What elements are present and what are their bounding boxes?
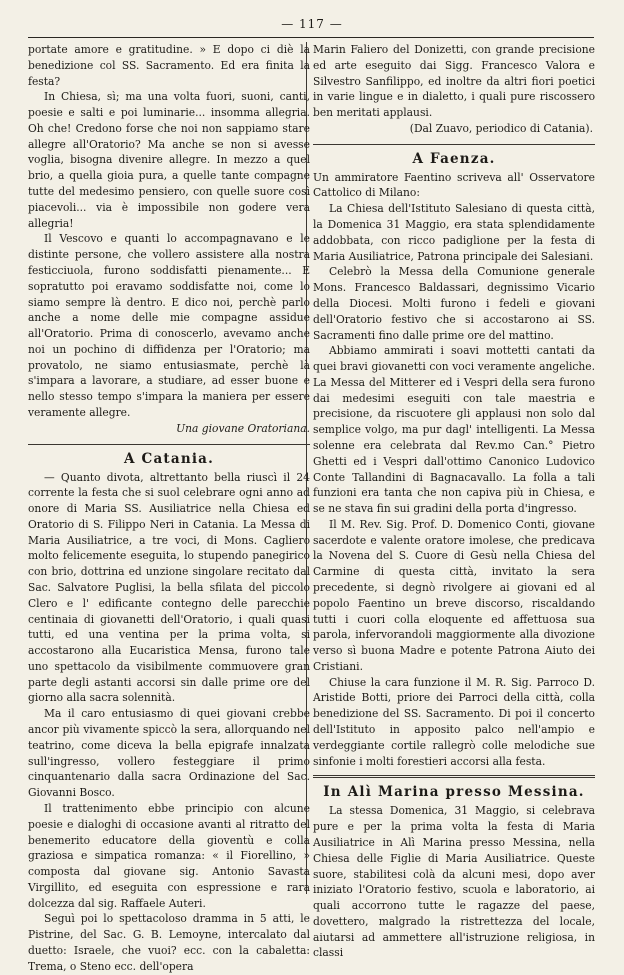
paragraph: Il trattenimento ebbe principio con alcune poesie e dialoghi di occasione avanti al ritratto del benemerito educatore della gioventù e colla graziosa e simpatica romanza: « il Fiorellino, » composta dal giovane sig. Antonio Savasta Virgillito, ed eseguita con espressione e rara dolcezza dal sig. Raffaele Auteri. bbox=[28, 801, 310, 910]
paragraph: portate amore e gratitudine. » E dopo ci diè la benedizione col SS. Sacramento. Ed era finita la festa? bbox=[28, 43, 310, 88]
paragraph: La Chiesa dell'Istituto Salesiano di questa città, la Domenica 31 Maggio, era stata splendidamente addobbata, con ricco padiglione per la festa di Maria Ausiliatrice, Patrona principale dei Salesiani. bbox=[313, 202, 595, 263]
page-number: — 117 — bbox=[281, 17, 343, 31]
paragraph: La stessa Domenica, 31 Maggio, si celebrava pure e per la prima volta la festa di Maria Ausiliatrice in Alì Marina presso Messina, nella Chiesa delle Figlie di Maria Ausiliatrice. Queste suore, stabilitesi colà da alcuni mesi, dopo aver iniziato l'Oratorio festivo, scuola e laboratorio, ai quali accorrono tutte le ragazze del paese, dovettero, malgrado la ristrettezza del locale, aiutarsi ad ammettere all'istruzione religiosa, in classi bbox=[313, 804, 595, 960]
left-column bbox=[28, 42, 310, 973]
section-heading-messina: In Alì Marina presso Messina. bbox=[323, 784, 585, 801]
right-column bbox=[313, 42, 595, 960]
paragraph: Seguì poi lo spettacoloso dramma in 5 atti, le Pistrine, del Sac. G. B. Lemoyne, intercalato dal duetto: Israele, che vuoi? ecc. con la cabaletta: Trema, o Steno ecc. dell'opera bbox=[28, 912, 310, 973]
paragraph: Un ammiratore Faentino scriveva all' Osservatore Cattolico di Milano: bbox=[313, 170, 595, 200]
paragraph: Il M. Rev. Sig. Prof. D. Domenico Conti, giovane sacerdote e valente oratore imolese, che predicava la Novena del S. Cuore di Gesù nella Chiesa del Carmine di questa città, invitato la sera precedente, si degnò rivolgere ai giovani ed al popolo Faentino un breve discorso, riscaldando tutti i cuori colla eloquente ed affettuosa sua parola, infervorandoli maggiormente alla divozione verso sì buona Madre e potente Patrona Aiuto dei Cristiani. bbox=[313, 517, 595, 673]
section-heading-catania: A Catania. bbox=[123, 450, 215, 467]
paragraph: Chiuse la cara funzione il M. R. Sig. Parroco D. Aristide Botti, priore dei Parroci della città, colla benedizione del SS. Sacramento. Di poi il concerto dell'Istituto in apposito palco nell'ampio e verdeggiante cortile rallegrò colle melodiche sue sinfonie i molti forestieri accorsi alla festa. bbox=[313, 675, 595, 768]
paragraph: Celebrò la Messa della Comunione generale Mons. Francesco Baldassari, degnissimo Vicario della Diocesi. Molti furono i fedeli e giovani dell'Oratorio festivo che si accostarono ai SS. Sacramenti fino dalle prime ore del mattino. bbox=[313, 265, 595, 342]
paragraph: In Chiesa, sì; ma una volta fuori, suoni, canti, poesie e salti e poi luminarie... insomma allegria. Oh che! Credono forse che noi non sappiamo stare allegre all'Oratorio? Ma anche se non si avesse voglia, bisogna divenire allegre. In mezzo a quel brio, a quella gioia pura, a quelle tante compagne tutte del medesimo pensiero, con quelle suore così piacevoli... via è impossibile non godere vera allegria! bbox=[28, 90, 310, 230]
section-separator bbox=[313, 144, 595, 145]
section-separator bbox=[313, 775, 595, 778]
section-separator bbox=[28, 444, 310, 445]
source-citation: (Dal Zuavo, periodico di Catania). bbox=[409, 121, 593, 135]
paragraph: Marin Faliero del Donizetti, con grande precisione ed arte eseguito dai Sigg. Francesco Valora e Silvestro Sanfilippo, ed inoltre da altri fiori poetici in varie lingue e in dialetto, i quali pure riscossero ben meritati applausi. bbox=[313, 43, 595, 120]
section-heading-faenza: A Faenza. bbox=[412, 150, 496, 167]
paragraph: Il Vescovo e quanti lo accompagnavano e le distinte persone, che vollero assistere alla nostra festicciuola, furono soddisfatti pienamente... E sopratutto poi eravamo soddisfatte noi, come lo siamo sempre là dentro. E dico noi, perchè parlo anche a nome delle mie compagne assidue all'Oratorio. Prima di conoscerlo, avevamo anche noi un pochino di diffidenza per l'Oratorio; ma provatolo, ne siamo entusiasmate, perchè là s'impara a lavorare, a studiare, ad esser buone e nello stesso tempo s'impara la maniera per essere veramente allegre. bbox=[28, 232, 310, 419]
paragraph: Ma il caro entusiasmo di quei giovani crebbe ancor più vivamente spiccò la sera, allorquando nel teatrino, come diceva la bella epigrafe innalzata sull'ingresso, vollero festeggiare il primo cinquantenario dalla sacra Ordinazione del Sac. Giovanni Bosco. bbox=[28, 707, 310, 800]
header-rule bbox=[28, 37, 594, 38]
signature: Una giovane Oratoriana. bbox=[176, 421, 310, 435]
paragraph: Abbiamo ammirati i soavi mottetti cantati da quei bravi giovanetti con voci veramente angeliche. La Messa del Mitterer ed i Vespri della sera furono dai medesimi eseguiti con tale maestria e precisione, da riscuotere gli applausi non solo dal semplice volgo, ma pur dagl' intelligenti. La Messa solenne era celebrata dal Rev.mo Can.° Pietro Ghetti ed i Vespri dall'ottimo Canonico Ludovico Conte Tallandini di Bagnacavallo. La folla a tali funzioni era tanta che non capiva più in Chiesa, e se ne stava fin sui gradini della porta d'ingresso. bbox=[313, 344, 595, 516]
paragraph: — Quanto divota, altrettanto bella riuscì il 24 corrente la festa che si suol celebrare ogni anno ad onore di Maria SS. Ausiliatrice nella Chiesa ed Oratorio di S. Filippo Neri in Catania. La Messa di Maria Ausiliatrice, a tre voci, di Mons. Cagliero molto felicemente eseguita, lo stupendo panegirico con brio, dottrina ed unzione singolare recitato dal Sac. Salvatore Puglisi, la bella sfilata del piccolo Clero e l' edificante contegno delle parecchie centinaia di giovanetti dell'Oratorio, i quali quasi tutti, ed una ventina per la prima volta, si accostarono alla Eucaristica Mensa, furono tale uno spettacolo da visibilmente commuovere gran parte degli astanti accorsi sin dalle prime ore del giorno alla sacra solennità. bbox=[28, 470, 310, 705]
